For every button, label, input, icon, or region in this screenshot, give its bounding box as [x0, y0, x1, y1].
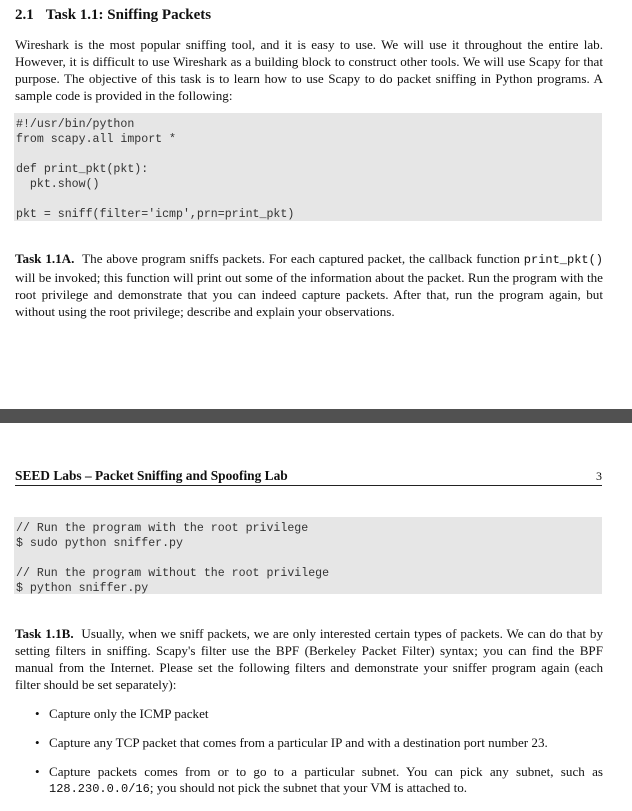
subnet-code: 128.230.0.0/16: [49, 782, 150, 796]
page-header: [15, 468, 602, 486]
code-line: #!/usr/bin/python: [16, 118, 135, 131]
code-line: from scapy.all import *: [16, 133, 177, 146]
filter-bullet-list: [15, 706, 603, 797]
code-block-sniffer: [14, 113, 602, 221]
bullet-icon: •: [35, 764, 40, 779]
bullet-text: Capture only the ICMP packet: [49, 706, 209, 721]
lab-title: SEED Labs – Packet Sniffing and Spoofing Lab: [15, 468, 288, 483]
code-line: pkt.show(): [16, 178, 100, 191]
task-1a-label: Task 1.1A.: [15, 251, 75, 266]
section-number: 2.1: [15, 7, 34, 23]
code-blank-line: [16, 551, 602, 566]
section-title: [15, 7, 211, 24]
task-1a-text-before: The above program sniffs packets. For each captured packet, the callback function: [82, 251, 520, 266]
task-1b-text: Usually, when we sniff packets, we are only interested certain types of packets. We can do that by setting filters in sniffing. Scapy's filter use the BPF (Berkeley Packet Filter) syntax; you can find the BPF manual from the Internet. Please set the following filters and demonstrate your sniffer program again (each filter should be set separately):: [15, 626, 603, 692]
code-line: pkt = sniff(filter='icmp',prn=print_pkt): [16, 208, 295, 221]
code-line: def print_pkt(pkt):: [16, 163, 149, 176]
code-block-commands: [14, 517, 602, 594]
task-1b-paragraph: [15, 625, 603, 693]
section-title-text: Task 1.1: Sniffing Packets: [45, 7, 212, 23]
page-break-divider: [0, 409, 632, 423]
bullet-text-before: Capture packets comes from or to go to a particular subnet. You can pick any subnet, such as: [49, 764, 603, 779]
code-line: // Run the program without the root privilege: [16, 567, 330, 580]
code-blank-line: [16, 147, 602, 162]
task-1a-paragraph: [15, 250, 603, 320]
code-line: $ python sniffer.py: [16, 582, 149, 595]
task-1a-text-after: will be invoked; this function will print out some of the information about the packet. Run the program with the root privilege and demonstrate that you can indeed capture packets. After that, run the program again, but without using the root privilege; describe and explain your observations.: [15, 270, 603, 319]
code-line: // Run the program with the root privilege: [16, 522, 309, 535]
list-item: [15, 735, 603, 751]
code-blank-line: [16, 192, 602, 207]
bullet-text-after: ; you should not pick the subnet that your VM is attached to.: [149, 780, 468, 795]
task-1a-code-ref: print_pkt(): [523, 253, 604, 267]
list-item: [15, 706, 603, 722]
list-item: [15, 764, 603, 797]
code-line: $ sudo python sniffer.py: [16, 537, 183, 550]
bullet-icon: •: [35, 706, 40, 721]
intro-paragraph: Wireshark is the most popular sniffing tool, and it is easy to use. We will use it throughout the entire lab. However, it is difficult to use Wireshark as a building block to construct other tools. We will use Scapy for that purpose. The objective of this task is to learn how to use Scapy to do packet sniffing in Python programs. A sample code is provided in the following:: [15, 37, 603, 103]
task-1b-label: Task 1.1B.: [15, 626, 74, 641]
bullet-icon: •: [35, 735, 40, 750]
page-number: 3: [596, 469, 602, 483]
bullet-text: Capture any TCP packet that comes from a particular IP and with a destination port number 23.: [49, 735, 548, 750]
